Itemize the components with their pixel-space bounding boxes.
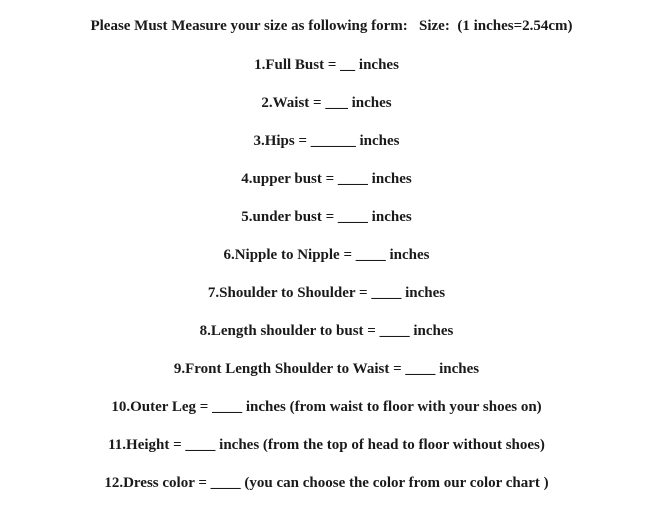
measurement-dress-color: 12.Dress color = ____ (you can choose the color from our color chart ) <box>104 475 549 491</box>
measurement-upper-bust: 4.upper bust = ____ inches <box>241 171 412 187</box>
measurement-shoulder-to-shoulder: 7.Shoulder to Shoulder = ____ inches <box>207 285 446 301</box>
measurement-shoulder-to-bust: 8.Length shoulder to bust = ____ inches <box>199 323 454 339</box>
measurement-full-bust: 1.Full Bust = __ inches <box>254 57 399 73</box>
measurement-shoulder-to-waist: 9.Front Length Shoulder to Waist = ____ inches <box>173 361 480 377</box>
measurement-under-bust: 5.under bust = ____ inches <box>241 209 412 225</box>
form-title: Please Must Measure your size as following form: Size: (1 inches=2.54cm) <box>90 18 573 34</box>
measurement-outer-leg: 10.Outer Leg = ____ inches (from waist to floor with your shoes on) <box>111 399 542 415</box>
measurement-hips: 3.Hips = ______ inches <box>253 133 400 149</box>
measurement-waist: 2.Waist = ___ inches <box>261 95 392 111</box>
measurement-nipple-to-nipple: 6.Nipple to Nipple = ____ inches <box>223 247 430 263</box>
measurement-height: 11.Height = ____ inches (from the top of head to floor without shoes) <box>108 437 545 453</box>
